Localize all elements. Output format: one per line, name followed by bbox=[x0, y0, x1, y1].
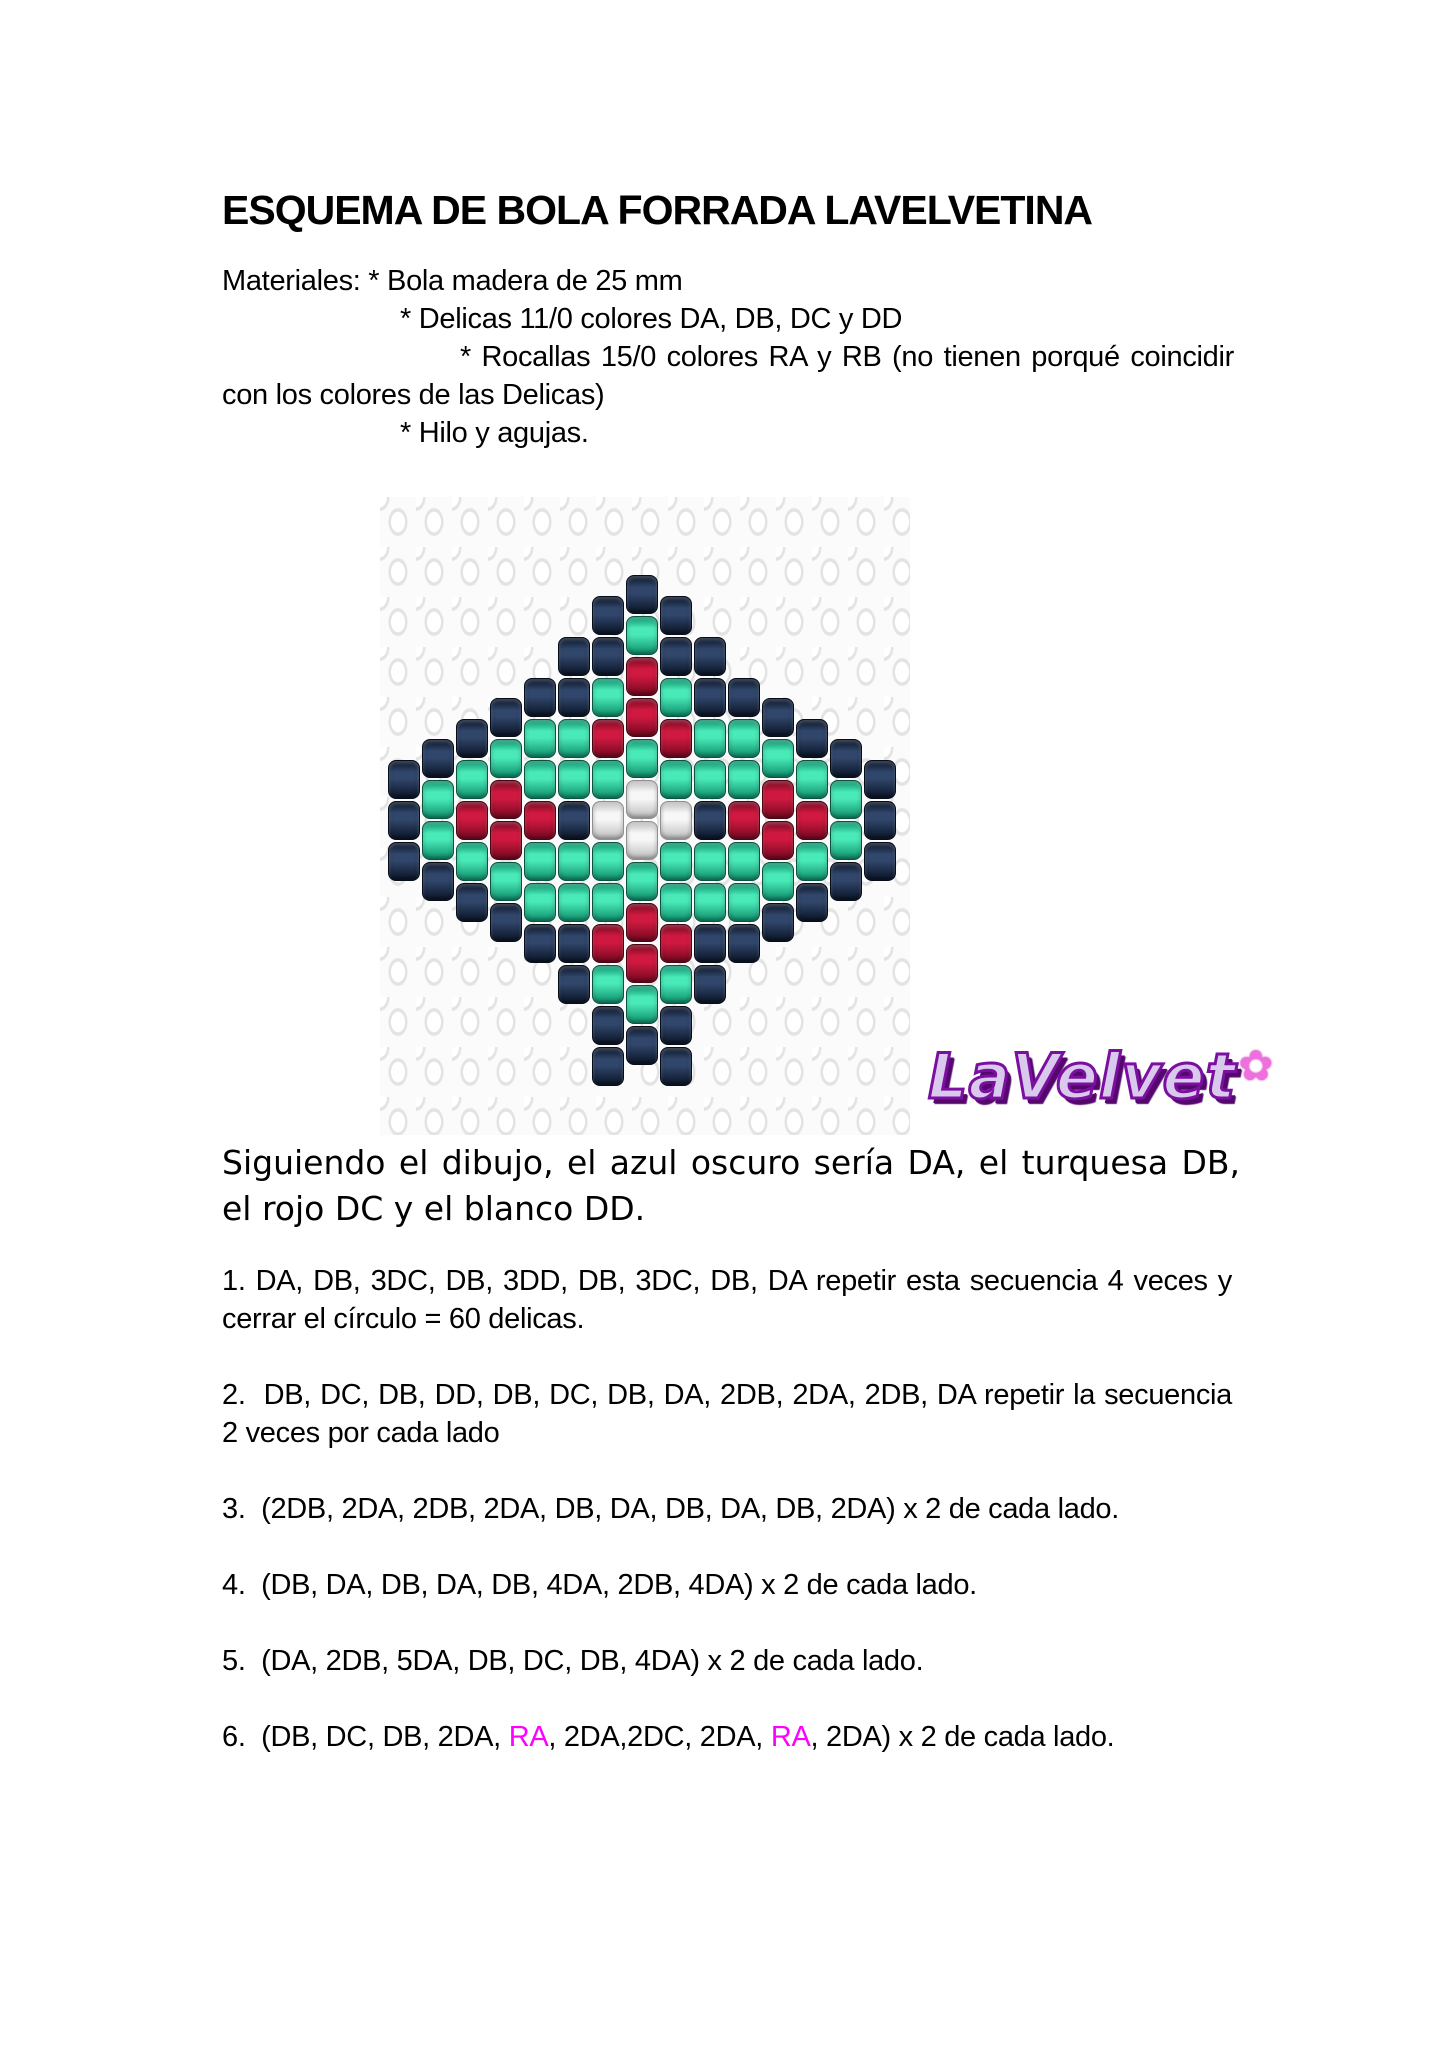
bead bbox=[660, 678, 692, 717]
bead bbox=[728, 883, 760, 922]
flower-icon: ✿ bbox=[1238, 1042, 1274, 1089]
bead bbox=[558, 842, 590, 881]
bead bbox=[626, 903, 658, 942]
bead bbox=[626, 780, 658, 819]
step-text: 1. DA, DB, 3DC, DB, 3DD, DB, 3DC, DB, DA repetir esta secuencia 4 veces y cerrar el círculo = 60 delicas. bbox=[222, 1265, 1232, 1335]
bead bbox=[388, 842, 420, 881]
bead bbox=[728, 924, 760, 963]
bead bbox=[524, 678, 556, 717]
bead bbox=[728, 760, 760, 799]
bead bbox=[422, 821, 454, 860]
bead bbox=[592, 842, 624, 881]
bead bbox=[796, 760, 828, 799]
bead bbox=[592, 801, 624, 840]
bead bbox=[660, 801, 692, 840]
bead bbox=[728, 801, 760, 840]
step-item bbox=[222, 1376, 1232, 1452]
material-line: * Rocallas 15/0 colores RA y RB (no tienen porqué coincidir con los colores de las Delicas) bbox=[222, 341, 1234, 411]
bead bbox=[762, 903, 794, 942]
bead bbox=[592, 883, 624, 922]
bead bbox=[422, 862, 454, 901]
bead bbox=[592, 1047, 624, 1086]
bead bbox=[830, 821, 862, 860]
bead bbox=[558, 801, 590, 840]
bead bbox=[524, 719, 556, 758]
step-text: , 2DA,2DC, 2DA, bbox=[548, 1721, 771, 1753]
bead bbox=[490, 862, 522, 901]
material-line: Materiales: * Bola madera de 25 mm bbox=[222, 265, 683, 297]
bead bbox=[592, 965, 624, 1004]
bead bbox=[694, 842, 726, 881]
bead bbox=[660, 842, 692, 881]
step-text: 2. DB, DC, DB, DD, DB, DC, DB, DA, 2DB, 2DA, 2DB, DA repetir la secuencia 2 veces por cada lado bbox=[222, 1379, 1232, 1449]
bead bbox=[626, 698, 658, 737]
bead bbox=[490, 739, 522, 778]
bead bbox=[796, 842, 828, 881]
step-text: 5. (DA, 2DB, 5DA, DB, DC, DB, 4DA) x 2 de cada lado. bbox=[222, 1645, 924, 1677]
bead bbox=[490, 821, 522, 860]
bead bbox=[592, 596, 624, 635]
bead bbox=[422, 780, 454, 819]
bead bbox=[626, 1026, 658, 1065]
bead bbox=[728, 719, 760, 758]
bead bbox=[592, 637, 624, 676]
bead bbox=[490, 780, 522, 819]
bead bbox=[626, 862, 658, 901]
bead bbox=[694, 883, 726, 922]
bead bbox=[762, 739, 794, 778]
bead bbox=[694, 637, 726, 676]
accent-code: RA bbox=[770, 1721, 811, 1753]
step-item bbox=[222, 1642, 1232, 1680]
bead bbox=[864, 801, 896, 840]
bead bbox=[626, 739, 658, 778]
bead bbox=[830, 780, 862, 819]
bead bbox=[626, 575, 658, 614]
bead bbox=[762, 821, 794, 860]
bead bbox=[660, 1006, 692, 1045]
bead bbox=[830, 862, 862, 901]
bead bbox=[592, 924, 624, 963]
step-item bbox=[222, 1718, 1232, 1756]
bead bbox=[626, 657, 658, 696]
bead bbox=[694, 719, 726, 758]
bead bbox=[388, 801, 420, 840]
step-list bbox=[222, 1262, 1232, 1794]
bead bbox=[660, 596, 692, 635]
bead bbox=[796, 801, 828, 840]
bead-pattern-image bbox=[380, 497, 910, 1135]
bead bbox=[558, 637, 590, 676]
bead bbox=[558, 965, 590, 1004]
bead bbox=[456, 883, 488, 922]
step-item bbox=[222, 1262, 1232, 1338]
bead bbox=[524, 801, 556, 840]
document-title: ESQUEMA DE BOLA FORRADA LAVELVETINA bbox=[222, 187, 1093, 234]
bead bbox=[864, 760, 896, 799]
bead bbox=[660, 760, 692, 799]
bead bbox=[524, 760, 556, 799]
step-text: , 2DA) x 2 de cada lado. bbox=[810, 1721, 1115, 1753]
bead bbox=[728, 842, 760, 881]
bead bbox=[762, 862, 794, 901]
bead bbox=[660, 924, 692, 963]
step-text: 4. (DB, DA, DB, DA, DB, 4DA, 2DB, 4DA) x 2 de cada lado. bbox=[222, 1569, 977, 1601]
materials-section bbox=[222, 262, 1234, 452]
bead bbox=[490, 903, 522, 942]
bead bbox=[456, 801, 488, 840]
bead bbox=[626, 616, 658, 655]
bead bbox=[592, 760, 624, 799]
bead bbox=[524, 924, 556, 963]
lavelvet-logo-text: LaVelvet bbox=[928, 1040, 1237, 1113]
step-item bbox=[222, 1490, 1232, 1528]
bead bbox=[796, 883, 828, 922]
bead bbox=[626, 944, 658, 983]
bead bbox=[456, 719, 488, 758]
material-line: * Delicas 11/0 colores DA, DB, DC y DD bbox=[400, 303, 903, 335]
bead bbox=[660, 637, 692, 676]
bead bbox=[796, 719, 828, 758]
bead bbox=[592, 678, 624, 717]
step-text: 3. (2DB, 2DA, 2DB, 2DA, DB, DA, DB, DA, DB, 2DA) x 2 de cada lado. bbox=[222, 1493, 1119, 1525]
bead-diagram bbox=[388, 575, 900, 1109]
bead bbox=[524, 883, 556, 922]
bead bbox=[694, 801, 726, 840]
bead bbox=[524, 842, 556, 881]
bead bbox=[626, 821, 658, 860]
bead bbox=[558, 678, 590, 717]
bead bbox=[592, 719, 624, 758]
bead bbox=[694, 678, 726, 717]
bead bbox=[864, 842, 896, 881]
material-line: * Hilo y agujas. bbox=[400, 417, 589, 449]
bead bbox=[422, 739, 454, 778]
bead bbox=[558, 924, 590, 963]
accent-code: RA bbox=[508, 1721, 549, 1753]
bead bbox=[660, 965, 692, 1004]
bead bbox=[694, 924, 726, 963]
step-item bbox=[222, 1566, 1232, 1604]
bead bbox=[762, 780, 794, 819]
bead bbox=[660, 719, 692, 758]
bead bbox=[558, 719, 590, 758]
bead bbox=[626, 985, 658, 1024]
bead bbox=[558, 883, 590, 922]
bead bbox=[694, 760, 726, 799]
bead bbox=[830, 739, 862, 778]
intro-paragraph: Siguiendo el dibujo, el azul oscuro sería DA, el turquesa DB, el rojo DC y el blanco DD. bbox=[222, 1143, 1240, 1228]
bead bbox=[456, 842, 488, 881]
bead bbox=[660, 883, 692, 922]
lavelvet-logo bbox=[928, 1040, 1274, 1124]
bead bbox=[490, 698, 522, 737]
bead bbox=[728, 678, 760, 717]
bead bbox=[558, 760, 590, 799]
step-text: 6. (DB, DC, DB, 2DA, bbox=[222, 1721, 509, 1753]
bead bbox=[456, 760, 488, 799]
bead bbox=[388, 760, 420, 799]
bead bbox=[660, 1047, 692, 1086]
bead bbox=[694, 965, 726, 1004]
bead bbox=[592, 1006, 624, 1045]
bead bbox=[762, 698, 794, 737]
